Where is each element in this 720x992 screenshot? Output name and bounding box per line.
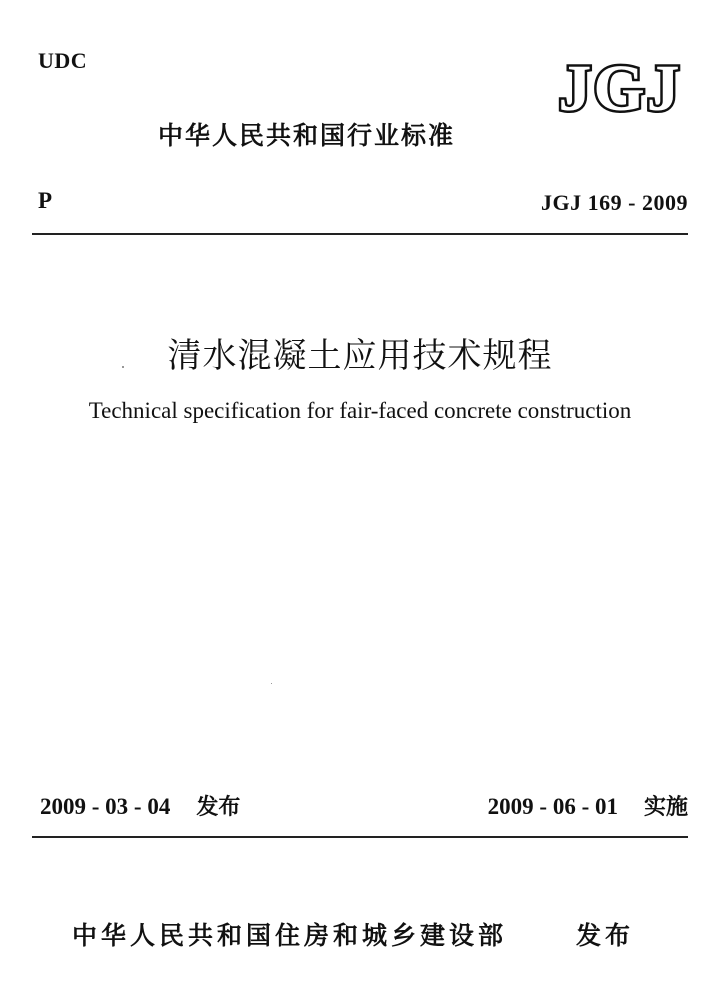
publisher-name: 中华人民共和国住房和城乡建设部: [72, 921, 508, 950]
industry-standard-heading: 中华人民共和国行业标准: [158, 121, 456, 150]
document-title-english: Technical specification for fair-faced concrete construction: [88, 398, 632, 423]
udc-label: UDC: [38, 48, 88, 73]
effective-date-block: [488, 790, 688, 821]
svg-text:JGJ: JGJ: [558, 52, 682, 120]
issue-date-block: [40, 790, 240, 821]
effective-date: 2009 - 06 - 01: [487, 794, 618, 819]
top-divider: [32, 233, 688, 235]
bottom-divider: [32, 836, 688, 838]
document-title-chinese: 清水混凝土应用技术规程: [167, 336, 553, 376]
issue-date: 2009 - 03 - 04: [40, 794, 171, 819]
scan-speck: [271, 683, 272, 684]
jgj-logo: [550, 46, 690, 120]
effective-label: 实施: [643, 795, 688, 820]
issue-label: 发布: [196, 795, 241, 820]
category-code: P: [38, 188, 53, 213]
standard-number: JGJ 169 - 2009: [541, 190, 688, 215]
publish-label: 发布: [575, 921, 634, 950]
